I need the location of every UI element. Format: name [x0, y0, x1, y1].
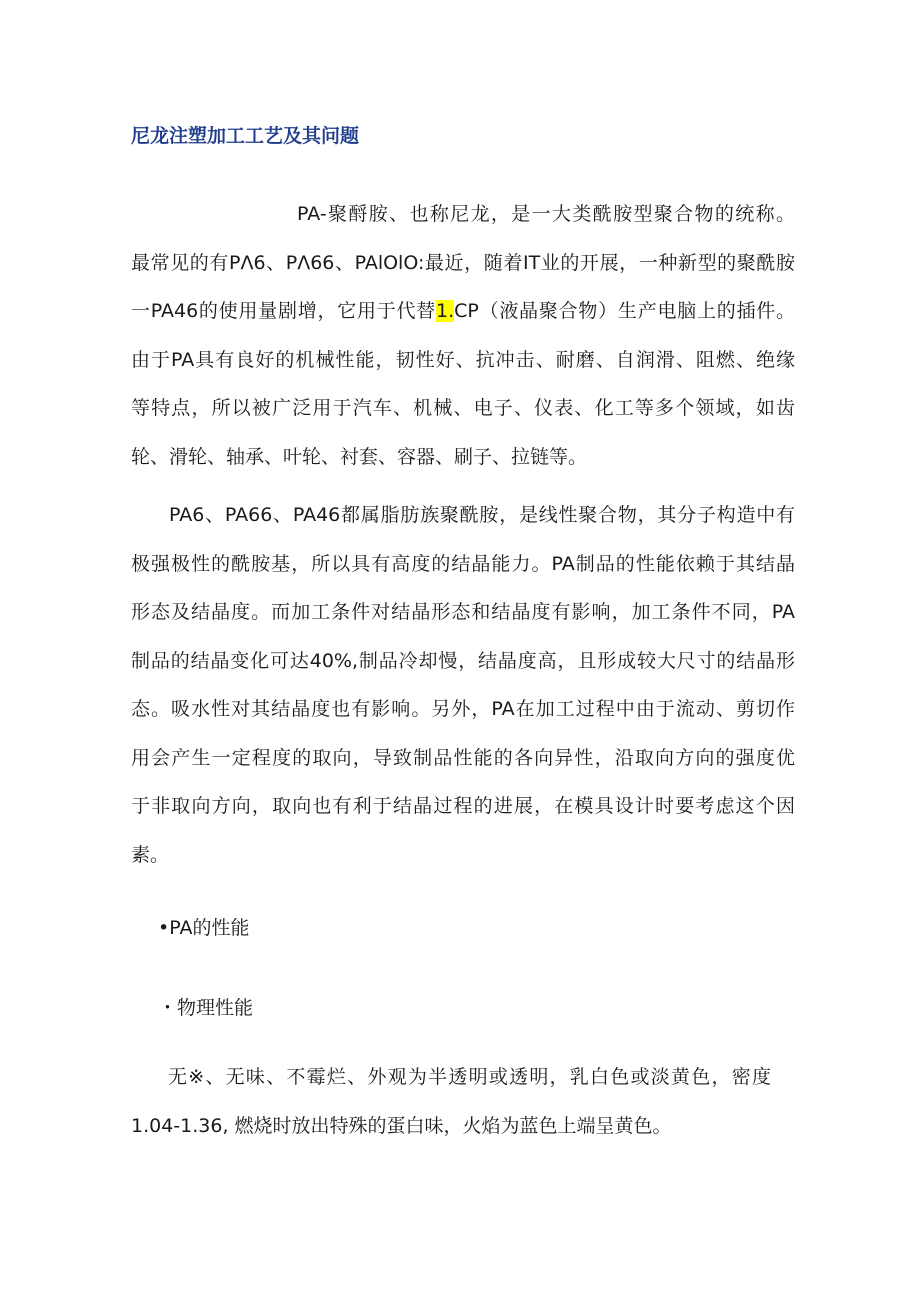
text-line: 轮、滑轮、轴承、叶轮、衬套、容器、刷子、拉链等。 [131, 445, 588, 468]
text-line: 等特点，所以被广泛用于汽车、机械、电子、仪表、化工等多个领域，如齿 [131, 397, 795, 419]
highlighted-text: 1. [436, 300, 455, 322]
subsection-heading-physical: ・物理性能 [158, 997, 254, 1019]
text-line: 由于PA具有良好的机械性能，韧性好、抗冲击、耐磨、自润滑、阻燃、绝缘 [131, 348, 795, 371]
text-line: 制品的结晶变化可达40%,制品冷却慢，结晶度高，且形成较大尺寸的结晶形 [131, 649, 795, 672]
text-line: 素。 [131, 843, 170, 866]
text-line: 于非取向方向，取向也有利于结晶过程的进展，在模具设计时要考虑这个因 [131, 795, 795, 817]
paragraph-intro [131, 190, 795, 481]
text-line [131, 287, 795, 336]
text-line: 极强极性的酰胺基，所以具有高度的结晶能力。PA制品的性能依赖于其结晶 [131, 552, 795, 575]
paragraph-physical [131, 1053, 771, 1150]
text-line: 无※、无味、不霉烂、外观为半透明或透明，乳白色或淡黄色，密度 [168, 1066, 771, 1088]
text-line: PA-聚酹胺、也称尼龙，是一大类酰胺型聚合物的统称。 [297, 203, 795, 225]
paragraph-crystallinity [131, 491, 795, 879]
text-segment: 一PA46的使用量剧增，它用于代替 [131, 300, 437, 322]
text-line: 最常见的有PΛ6、PΛ66、PAlOlO:最近，随着IT业的开展，一种新型的聚酰胺 [131, 251, 795, 274]
text-line: 1.04-1.36, 燃烧时放出特殊的蛋白味，火焰为蓝色上端呈黄色。 [131, 1114, 672, 1137]
text-segment: CP（液晶聚合物）生产电脑上的插件。 [454, 300, 795, 322]
document-title: 尼龙注塑加工工艺及其问题 [131, 125, 360, 147]
section-heading-pa-properties: •PA的性能 [158, 917, 250, 939]
text-line: PA6、PA66、PA46都属脂肪族聚酰胺，是线性聚合物，其分子构造中有 [169, 504, 795, 526]
text-line: 用会产生一定程度的取向，导致制品性能的各向异性，沿取向方向的强度优 [131, 746, 795, 769]
text-line: 态。吸水性对其结晶度也有影响。另外，PA在加工过程中由于流动、剪切作 [131, 698, 795, 720]
text-line: 形态及结晶度。而加工条件对结晶形态和结晶度有影响，加工条件不同，PA [131, 601, 795, 623]
